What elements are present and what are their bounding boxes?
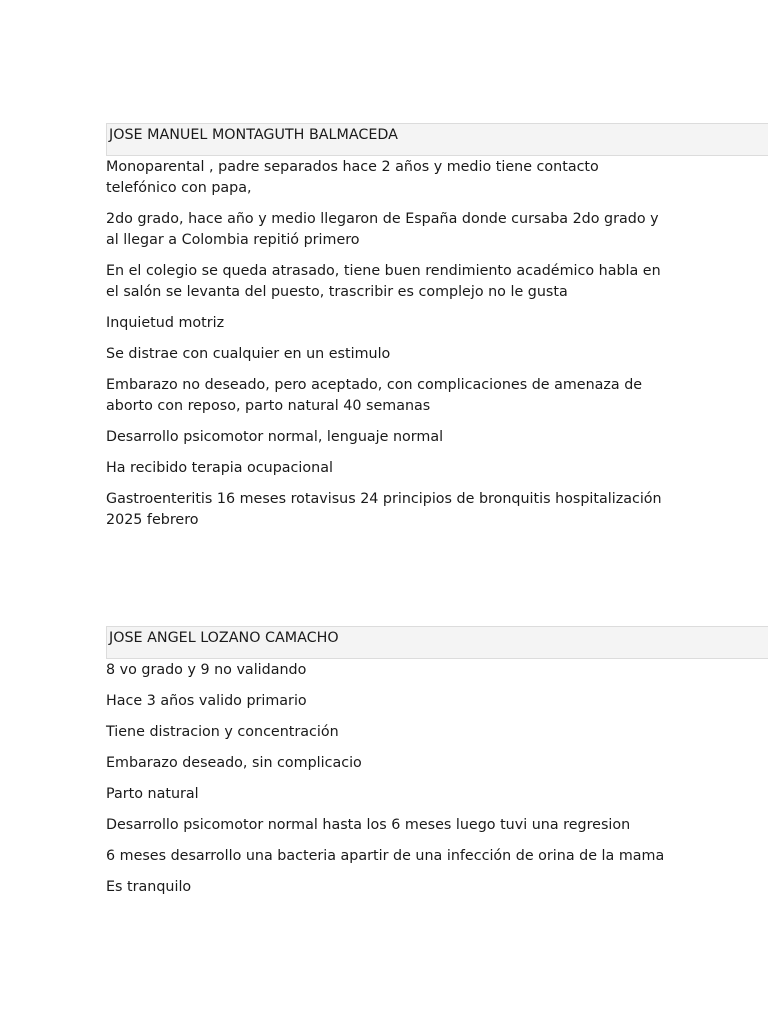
patient-notes bbox=[106, 156, 666, 531]
note-paragraph: 6 meses desarrollo una bacteria apartir de una infección de orina de la mama bbox=[106, 848, 665, 864]
note-paragraph: Hace 3 años valido primario bbox=[106, 693, 307, 709]
patient-section-2 bbox=[106, 626, 768, 908]
note-paragraph: Monoparental , padre separados hace 2 años y medio tiene contacto telefónico con papa, bbox=[106, 159, 599, 196]
note-paragraph: Gastroenteritis 16 meses rotavisus 24 principios de bronquitis hospitalización 2025 febrero bbox=[106, 491, 662, 528]
note-paragraph: Desarrollo psicomotor normal hasta los 6 meses luego tuvi una regresion bbox=[106, 817, 631, 833]
note-paragraph: 2do grado, hace año y medio llegaron de España donde cursaba 2do grado y al llegar a Colombia repitió primero bbox=[106, 211, 659, 248]
patient-name-header: JOSE ANGEL LOZANO CAMACHO bbox=[106, 626, 768, 659]
patient-section-1 bbox=[106, 123, 768, 541]
note-paragraph: Parto natural bbox=[106, 786, 199, 802]
note-paragraph: En el colegio se queda atrasado, tiene buen rendimiento académico habla en el salón se levanta del puesto, trascribir es complejo no le gusta bbox=[106, 263, 661, 300]
note-paragraph: Embarazo no deseado, pero aceptado, con complicaciones de amenaza de aborto con reposo, parto natural 40 semanas bbox=[106, 377, 643, 414]
note-paragraph: Ha recibido terapia ocupacional bbox=[106, 460, 333, 476]
patient-name-header: JOSE MANUEL MONTAGUTH BALMACEDA bbox=[106, 123, 768, 156]
note-paragraph: Embarazo deseado, sin complicacio bbox=[106, 755, 362, 771]
patient-notes bbox=[106, 659, 666, 898]
note-paragraph: Tiene distracion y concentración bbox=[106, 724, 339, 740]
note-paragraph: Se distrae con cualquier en un estimulo bbox=[106, 346, 391, 362]
note-paragraph: Inquietud motriz bbox=[106, 315, 225, 331]
note-paragraph: Desarrollo psicomotor normal, lenguaje normal bbox=[106, 429, 444, 445]
note-paragraph: 8 vo grado y 9 no validando bbox=[106, 662, 307, 678]
note-paragraph: Es tranquilo bbox=[106, 879, 192, 895]
